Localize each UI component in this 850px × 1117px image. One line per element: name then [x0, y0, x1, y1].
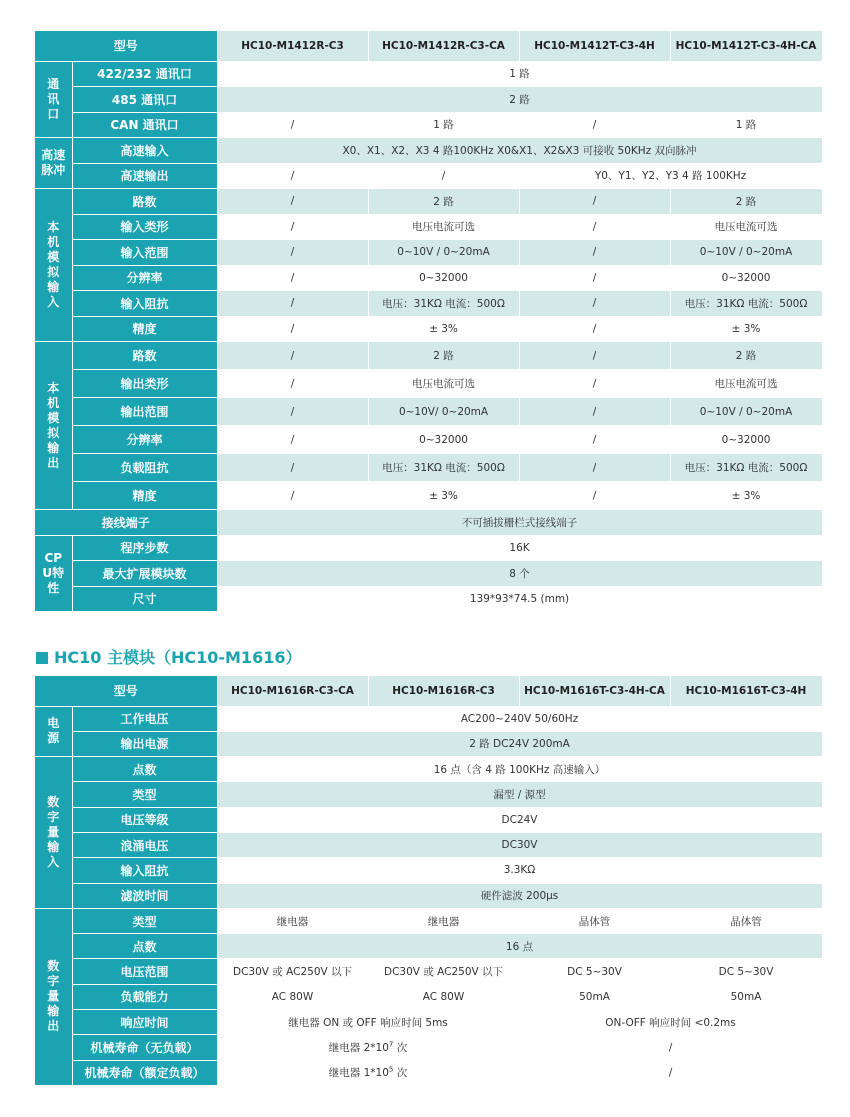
row-label: 输出类形 — [72, 370, 217, 398]
cell-value: 16K — [217, 535, 822, 561]
cell-value: DC 5~30V — [519, 959, 670, 984]
table-row — [35, 883, 822, 908]
table-row — [35, 112, 822, 138]
row-label: 类型 — [72, 782, 217, 807]
table-row — [35, 163, 822, 189]
table-header-row — [35, 676, 822, 706]
cell-value: 不可插拔栅栏式接线端子 — [217, 510, 822, 536]
cell-value: / — [519, 398, 670, 426]
table-row — [35, 342, 822, 370]
table-header-row — [35, 31, 822, 61]
cell-value: / — [519, 112, 670, 138]
table-row — [35, 1035, 822, 1060]
row-label: 工作电压 — [72, 706, 217, 731]
model-name: HC10-M1412T-C3-4H-CA — [670, 31, 822, 61]
cell-value: 0~32000 — [670, 265, 822, 291]
cell-value: 1 路 — [368, 112, 519, 138]
cell-value: / — [217, 454, 368, 482]
cell-value: X0、X1、X2、X3 4 路100KHz X0&X1、X2&X3 可接收 50KHz 双向脉冲 — [217, 138, 822, 164]
cell-value: DC30V — [217, 832, 822, 857]
cell-value: 2 路 — [670, 189, 822, 215]
cell-value: 2 路 — [368, 342, 519, 370]
group-text: 本机模拟输入 — [47, 220, 60, 309]
cell-value: 晶体管 — [670, 908, 822, 933]
row-label: 电压范围 — [72, 959, 217, 984]
group-label-do — [35, 908, 72, 1085]
row-label: 输出范围 — [72, 398, 217, 426]
cell-value: 电压：31KΩ 电流：500Ω — [368, 291, 519, 317]
cell-value: / — [519, 291, 670, 317]
table-row — [35, 87, 822, 113]
group-label-cpu — [35, 535, 72, 612]
cell-value: / — [217, 316, 368, 342]
cell-value: 电压：31KΩ 电流：500Ω — [670, 291, 822, 317]
table-row — [35, 561, 822, 587]
cell-value: 0~10V / 0~20mA — [670, 398, 822, 426]
cell-value: 继电器 — [368, 908, 519, 933]
table-row — [35, 138, 822, 164]
cell-value: 0~10V / 0~20mA — [670, 240, 822, 266]
group-text: 高速脉冲 — [41, 148, 66, 177]
cell-value: / — [217, 370, 368, 398]
cell-value: ON-OFF 响应时间 <0.2ms — [519, 1010, 822, 1035]
table-row — [35, 316, 822, 342]
cell-value: 电压：31KΩ 电流：500Ω — [670, 454, 822, 482]
row-label: 422/232 通讯口 — [72, 61, 217, 87]
cell-value: 0~10V/ 0~20mA — [368, 398, 519, 426]
row-label: 点数 — [72, 934, 217, 959]
cell-value: 1 路 — [217, 61, 822, 87]
row-label: 负载阻抗 — [72, 454, 217, 482]
table-row — [35, 291, 822, 317]
row-label: 高速输出 — [72, 163, 217, 189]
model-name: HC10-M1616T-C3-4H-CA — [519, 676, 670, 706]
cell-value: 继电器 — [217, 908, 368, 933]
section-marker — [36, 652, 48, 664]
cell-value: DC30V 或 AC250V 以下 — [368, 959, 519, 984]
row-label: 机械寿命（无负载） — [72, 1035, 217, 1060]
table-row — [35, 370, 822, 398]
row-label: 浪涌电压 — [72, 832, 217, 857]
cell-value: ± 3% — [368, 316, 519, 342]
row-label: 接线端子 — [35, 510, 217, 536]
section-title-text: HC10 主模块（HC10-M1616） — [54, 648, 302, 667]
cell-value: AC 80W — [368, 984, 519, 1009]
group-label-ao — [35, 342, 72, 510]
cell-value: ± 3% — [670, 482, 822, 510]
cell-value: / — [217, 240, 368, 266]
table-row — [35, 731, 822, 756]
cell-value: / — [519, 482, 670, 510]
cell-value: / — [217, 398, 368, 426]
cell-value: / — [217, 163, 368, 189]
cell-value: / — [519, 214, 670, 240]
cell-value: 0~32000 — [670, 426, 822, 454]
row-label: 程序步数 — [72, 535, 217, 561]
cell-value: 电压电流可选 — [368, 370, 519, 398]
cell-unit: 次 — [393, 1067, 408, 1080]
row-label: 输入类形 — [72, 214, 217, 240]
cell-value: / — [519, 370, 670, 398]
table-row — [35, 61, 822, 87]
cell-value: 0~32000 — [368, 426, 519, 454]
model-label: 型号 — [35, 676, 217, 706]
group-text: 通讯口 — [47, 76, 60, 121]
cell-value: 电压电流可选 — [368, 214, 519, 240]
row-label: 点数 — [72, 757, 217, 782]
cell-value: / — [217, 112, 368, 138]
cell-value: Y0、Y1、Y2、Y3 4 路 100KHz — [519, 163, 822, 189]
cell-value — [217, 1035, 519, 1060]
cell-value: / — [217, 214, 368, 240]
cell-value: 50mA — [519, 984, 670, 1009]
row-label: 输出电源 — [72, 731, 217, 756]
group-label-di — [35, 757, 72, 909]
row-label: 路数 — [72, 342, 217, 370]
exponent: 7 — [388, 1040, 394, 1049]
cell-value: 电压电流可选 — [670, 370, 822, 398]
table-row — [35, 858, 822, 883]
cell-value: 139*93*74.5 (mm) — [217, 586, 822, 612]
row-label: 高速输入 — [72, 138, 217, 164]
group-text: 数字量输入 — [47, 794, 60, 869]
row-label: 485 通讯口 — [72, 87, 217, 113]
table-row — [35, 240, 822, 266]
table-row — [35, 757, 822, 782]
row-label: 机械寿命（额定负载） — [72, 1060, 217, 1085]
cell-value: / — [217, 426, 368, 454]
model-label: 型号 — [35, 31, 217, 61]
table-row — [35, 832, 822, 857]
model-name: HC10-M1412T-C3-4H — [519, 31, 670, 61]
cell-value: DC 5~30V — [670, 959, 822, 984]
table-row — [35, 934, 822, 959]
row-label: 尺寸 — [72, 586, 217, 612]
cell-value: 8 个 — [217, 561, 822, 587]
model-name: HC10-M1616T-C3-4H — [670, 676, 822, 706]
cell-value: / — [519, 1060, 822, 1085]
cell-value: 16 点（含 4 路 100KHz 高速输入） — [217, 757, 822, 782]
spec-table-m1616 — [35, 676, 823, 1086]
group-label-hs — [35, 138, 72, 189]
row-label: 电压等级 — [72, 807, 217, 832]
cell-value: AC200~240V 50/60Hz — [217, 706, 822, 731]
cell-value — [217, 1060, 519, 1085]
row-label: 响应时间 — [72, 1010, 217, 1035]
cell-value: 继电器 ON 或 OFF 响应时间 5ms — [217, 1010, 519, 1035]
model-name: HC10-M1616R-C3 — [368, 676, 519, 706]
row-label: 最大扩展模块数 — [72, 561, 217, 587]
cell-value: / — [519, 454, 670, 482]
cell-value: / — [217, 342, 368, 370]
cell-value: 电压电流可选 — [670, 214, 822, 240]
table-row — [35, 189, 822, 215]
cell-text: 继电器 1*10 — [328, 1067, 389, 1080]
cell-value: 16 点 — [217, 934, 822, 959]
cell-value: / — [519, 189, 670, 215]
row-label: 分辨率 — [72, 265, 217, 291]
table-row — [35, 482, 822, 510]
model-name: HC10-M1412R-C3-CA — [368, 31, 519, 61]
cell-value: DC30V 或 AC250V 以下 — [217, 959, 368, 984]
exponent: 5 — [388, 1065, 394, 1074]
row-label: 输入范围 — [72, 240, 217, 266]
cell-value: 50mA — [670, 984, 822, 1009]
table-row — [35, 908, 822, 933]
cell-value: DC24V — [217, 807, 822, 832]
table-row — [35, 782, 822, 807]
cell-value: 2 路 — [217, 87, 822, 113]
table-row — [35, 984, 822, 1009]
group-text: 本机模拟输出 — [47, 380, 60, 470]
cell-value: 2 路 — [670, 342, 822, 370]
row-label: 分辨率 — [72, 426, 217, 454]
row-label: 输入阻抗 — [72, 291, 217, 317]
cell-value: 3.3KΩ — [217, 858, 822, 883]
cell-value: ± 3% — [368, 482, 519, 510]
model-name: HC10-M1412R-C3 — [217, 31, 368, 61]
table-row — [35, 1060, 822, 1085]
cell-value: 0~10V / 0~20mA — [368, 240, 519, 266]
cell-text: 继电器 2*10 — [328, 1042, 389, 1054]
cell-value: 2 路 — [368, 189, 519, 215]
cell-value: 晶体管 — [519, 908, 670, 933]
table-row — [35, 586, 822, 612]
group-label-ai — [35, 189, 72, 342]
cell-value: / — [217, 189, 368, 215]
table-row — [35, 807, 822, 832]
row-label: 精度 — [72, 316, 217, 342]
cell-unit: 次 — [393, 1042, 408, 1054]
table-row — [35, 1010, 822, 1035]
row-label: 精度 — [72, 482, 217, 510]
cell-value: / — [519, 316, 670, 342]
row-label: 输入阻抗 — [72, 858, 217, 883]
row-label: CAN 通讯口 — [72, 112, 217, 138]
cell-value: 硬件滤波 200μs — [217, 883, 822, 908]
table-row — [35, 706, 822, 731]
cell-value: / — [217, 482, 368, 510]
cell-value: 电压：31KΩ 电流：500Ω — [368, 454, 519, 482]
group-text: 数字量输出 — [47, 959, 60, 1034]
cell-value: / — [217, 291, 368, 317]
table-row — [35, 265, 822, 291]
table-row — [35, 454, 822, 482]
section-title — [36, 647, 301, 669]
row-label: 类型 — [72, 908, 217, 933]
group-text: CPU特性 — [42, 550, 65, 595]
cell-value: / — [368, 163, 519, 189]
spec-table-m1412 — [35, 31, 823, 612]
table-row — [35, 214, 822, 240]
table-row — [35, 535, 822, 561]
cell-value: / — [519, 342, 670, 370]
row-label: 滤波时间 — [72, 883, 217, 908]
cell-value: 1 路 — [670, 112, 822, 138]
table-row — [35, 510, 822, 536]
cell-value: 2 路 DC24V 200mA — [217, 731, 822, 756]
cell-value: 漏型 / 源型 — [217, 782, 822, 807]
group-label-power — [35, 706, 72, 757]
table-row — [35, 959, 822, 984]
cell-value: / — [519, 240, 670, 266]
cell-value: / — [519, 265, 670, 291]
group-text: 电源 — [47, 716, 60, 746]
table-row — [35, 426, 822, 454]
group-label-comm — [35, 61, 72, 138]
cell-value: 0~32000 — [368, 265, 519, 291]
cell-value: / — [519, 426, 670, 454]
cell-value: / — [217, 265, 368, 291]
cell-value: AC 80W — [217, 984, 368, 1009]
model-name: HC10-M1616R-C3-CA — [217, 676, 368, 706]
cell-value: / — [519, 1035, 822, 1060]
cell-value: ± 3% — [670, 316, 822, 342]
row-label: 负载能力 — [72, 984, 217, 1009]
row-label: 路数 — [72, 189, 217, 215]
table-row — [35, 398, 822, 426]
